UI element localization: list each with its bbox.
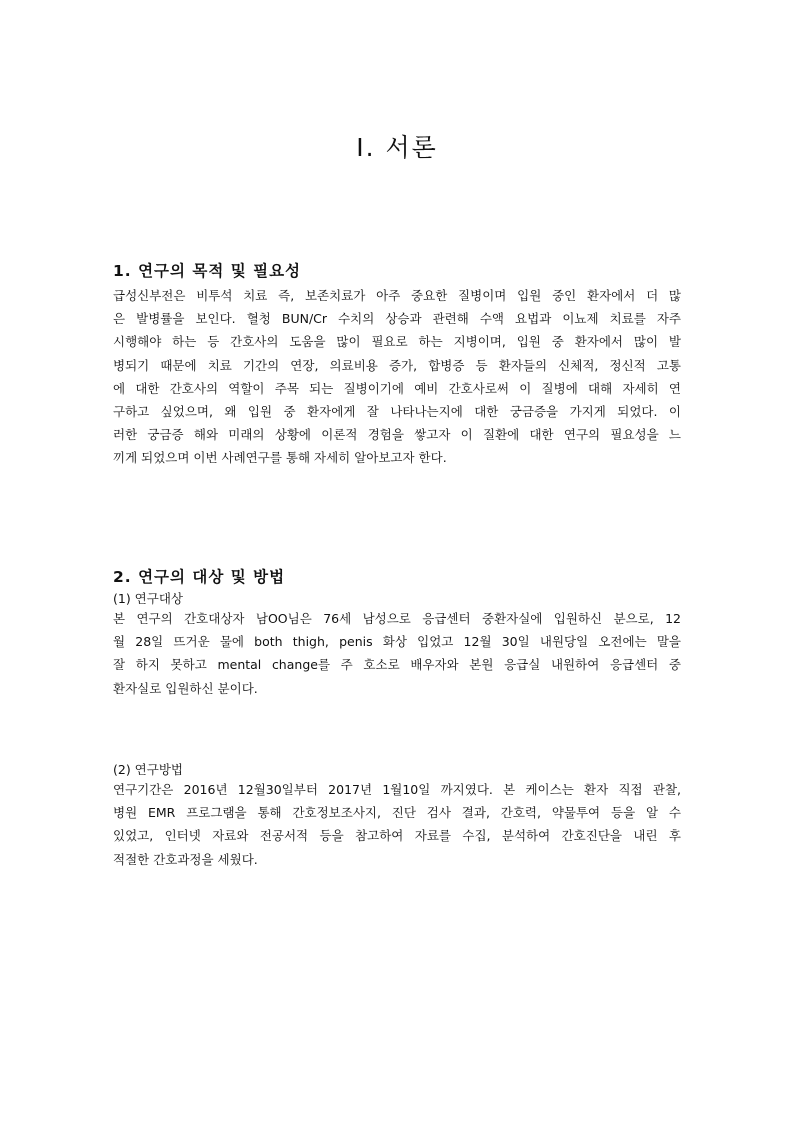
paragraph-line: 연구기간은 2016년 12월30일부터 2017년 1월10일 까지였다. 본 케이스는 환자 직접 관찰, bbox=[113, 782, 681, 797]
paragraph-line: 본 연구의 간호대상자 남OO님은 76세 남성으로 응급센터 중환자실에 입원하신 분으로, 12 bbox=[113, 611, 681, 626]
paragraph-line: 있었고, 인터넷 자료와 전공서적 등을 참고하여 자료를 수집, 분석하여 간호진단을 내린 후 bbox=[113, 828, 681, 844]
subject-subheading: (1) 연구대상 bbox=[113, 591, 183, 606]
paragraph-line: 구하고 싶었으며, 왜 입원 중 환자에게 잘 나타나는지에 대한 궁금증을 가지게 되었다. 이 bbox=[113, 404, 681, 420]
paragraph-line: 병되기 때문에 치료 기간의 연장, 의료비용 증가, 합병증 등 환자들의 신체적, 정신적 고통 bbox=[113, 357, 681, 373]
method-subheading: (2) 연구방법 bbox=[113, 762, 183, 777]
chapter-title: Ⅰ. 서론 bbox=[356, 133, 438, 162]
subject-paragraph bbox=[113, 607, 681, 700]
paragraph-line: 시행해야 하는 등 간호사의 도움을 많이 필요로 하는 지병이며, 입원 중 환자에서 많이 발 bbox=[113, 334, 681, 350]
paragraph-line: 적절한 간호과정을 세웠다. bbox=[113, 851, 258, 867]
section-1-paragraph bbox=[113, 284, 681, 470]
paragraph-line: 급성신부전은 비투석 치료 즉, 보존치료가 아주 중요한 질병이며 입원 중인 환자에서 더 많 bbox=[113, 288, 681, 303]
section-1-heading: 1. 연구의 목적 및 필요성 bbox=[113, 262, 302, 280]
paragraph-line: 러한 궁금증 해와 미래의 상황에 이론적 경험을 쌓고자 이 질환에 대한 연구의 필요성을 느 bbox=[113, 427, 681, 443]
method-paragraph bbox=[113, 778, 681, 871]
paragraph-line: 은 발병률을 보인다. 혈청 BUN/Cr 수치의 상승과 관련해 수액 요법과 이뇨제 치료를 자주 bbox=[113, 311, 681, 327]
paragraph-line: 잘 하지 못하고 mental change를 주 호소로 배우자와 본원 응급실 내원하여 응급센터 중 bbox=[113, 657, 681, 673]
paragraph-line: 에 대한 간호사의 역할이 주목 되는 질병이기에 예비 간호사로써 이 질병에 대해 자세히 연 bbox=[113, 380, 681, 396]
paragraph-line: 끼게 되었으며 이번 사례연구를 통해 자세히 알아보고자 한다. bbox=[113, 450, 447, 466]
paragraph-line: 월 28일 뜨거운 물에 both thigh, penis 화상 입었고 12월 30일 내원당일 오전에는 말을 bbox=[113, 634, 681, 650]
paragraph-line: 환자실로 입원하신 분이다. bbox=[113, 680, 258, 696]
paragraph-line: 병원 EMR 프로그램을 통해 간호정보조사지, 진단 검사 결과, 간호력, 약물투여 등을 알 수 bbox=[113, 805, 681, 821]
section-2-heading: 2. 연구의 대상 및 방법 bbox=[113, 568, 286, 586]
